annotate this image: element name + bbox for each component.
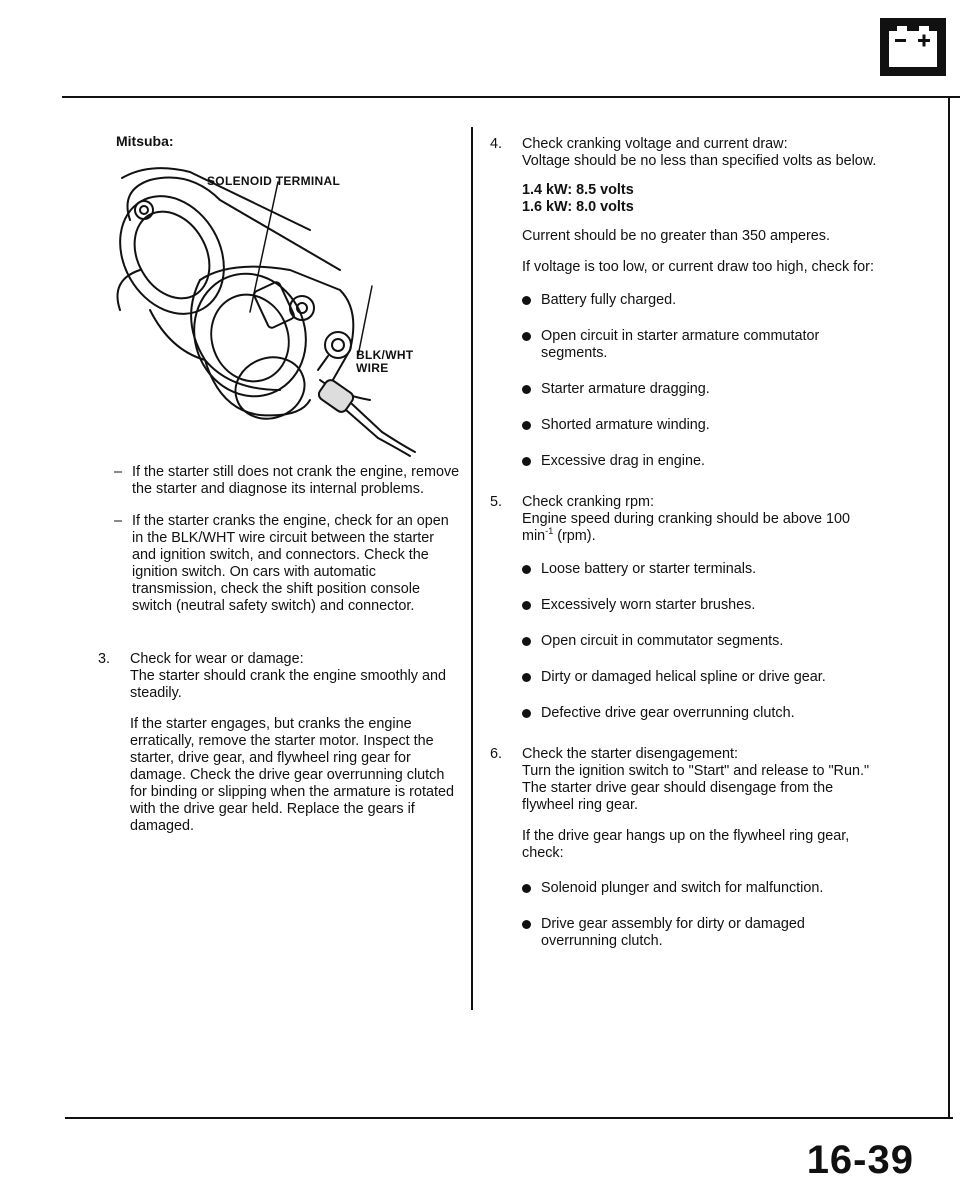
dash-item: – If the starter cranks the engine, check for an open in the BLK/WHT wire circuit between the starter and ignition switch, and connectors. Check the ignition switch. On cars with automatic transmission, check the shift position console switch (neutral safety switch) and connector. [114,513,460,615]
list-item: Dirty or damaged helical spline or drive gear. [522,669,878,686]
step-heading: Check cranking voltage and current draw: [522,136,788,152]
left-column [98,464,460,857]
list-item: Open circuit in commutator segments. [522,633,878,650]
page-number: 16-39 [806,1138,914,1182]
step-5 [490,494,878,734]
section-label: Mitsuba: [116,133,174,149]
step-heading: Check cranking rpm: [522,494,654,510]
list-item: Drive gear assembly for dirty or damaged overrunning clutch. [522,916,878,950]
spec-2: 1.6 kW: 8.0 volts [522,199,634,215]
list-item: Battery fully charged. [522,292,878,309]
list-item: Excessively worn starter brushes. [522,597,878,614]
right-column [490,136,878,981]
step-3 [98,651,460,845]
step-line: Turn the ignition switch to "Start" and release to "Run." The starter drive gear should disengage from the flywheel ring gear. [522,763,870,813]
list-item: Solenoid plunger and switch for malfunction. [522,880,878,897]
current-spec: Current should be no greater than 350 amperes. [522,228,830,244]
step-number: 3. [98,651,111,667]
right-frame-line [948,96,950,1119]
step-line: Voltage should be no less than specified volts as below. [522,153,877,169]
blk-wht-callout: BLK/WHT [356,348,414,362]
battery-icon [880,18,946,76]
list-item: Defective drive gear overrunning clutch. [522,705,878,722]
list-item: Starter armature dragging. [522,381,878,398]
step-heading: Check for wear or damage: [130,651,304,667]
spec-1: 1.4 kW: 8.5 volts [522,182,634,198]
wire-callout: WIRE [356,361,389,375]
list-item: Open circuit in starter armature commutator segments. [522,328,878,362]
starter-motor-illustration [110,160,470,460]
step-6 [490,746,878,969]
step-line: The starter should crank the engine smoothly and steadily. [130,668,446,701]
list-item: Loose battery or starter terminals. [522,561,878,578]
list-item: Excessive drag in engine. [522,453,878,470]
step-paragraph: If voltage is too low, or current draw too high, check for: [522,259,874,275]
step-number: 6. [490,746,503,762]
step-number: 5. [490,494,503,510]
dash-item-text: If the starter still does not crank the engine, remove the starter and diagnose its internal problems. [132,464,460,497]
top-rule [62,96,960,98]
column-divider [471,127,473,1010]
bottom-rule [65,1117,953,1119]
step-line: Engine speed during cranking should be above 100 $\min^{-1} (rpm)$. [522,511,851,544]
step-heading: Check the starter disengagement: [522,746,738,762]
step-4 [490,136,878,482]
step-paragraph: If the drive gear hangs up on the flywheel ring gear, check: [522,828,850,861]
step-paragraph: If the starter engages, but cranks the engine erratically, remove the starter motor. Inspect the starter, drive gear, and flywheel ring gear for damage. Check the drive gear overrunning clutch for binding or slipping when the armature is rotated with the drive gear held. Replace the gears if damaged. [130,716,454,834]
solenoid-terminal-callout: SOLENOID TERMINAL [207,174,341,188]
list-item: Shorted armature winding. [522,417,878,434]
step-number: 4. [490,136,503,152]
dash-item: – If the starter still does not crank the engine, remove the starter and diagnose its internal problems. [114,464,460,497]
dash-item-text: If the starter cranks the engine, check for an open in the BLK/WHT wire circuit between the starter and ignition switch, and connectors. Check the ignition switch. On cars with automatic transmission, check the shift position console switch (neutral safety switch) and connector. [132,513,449,614]
